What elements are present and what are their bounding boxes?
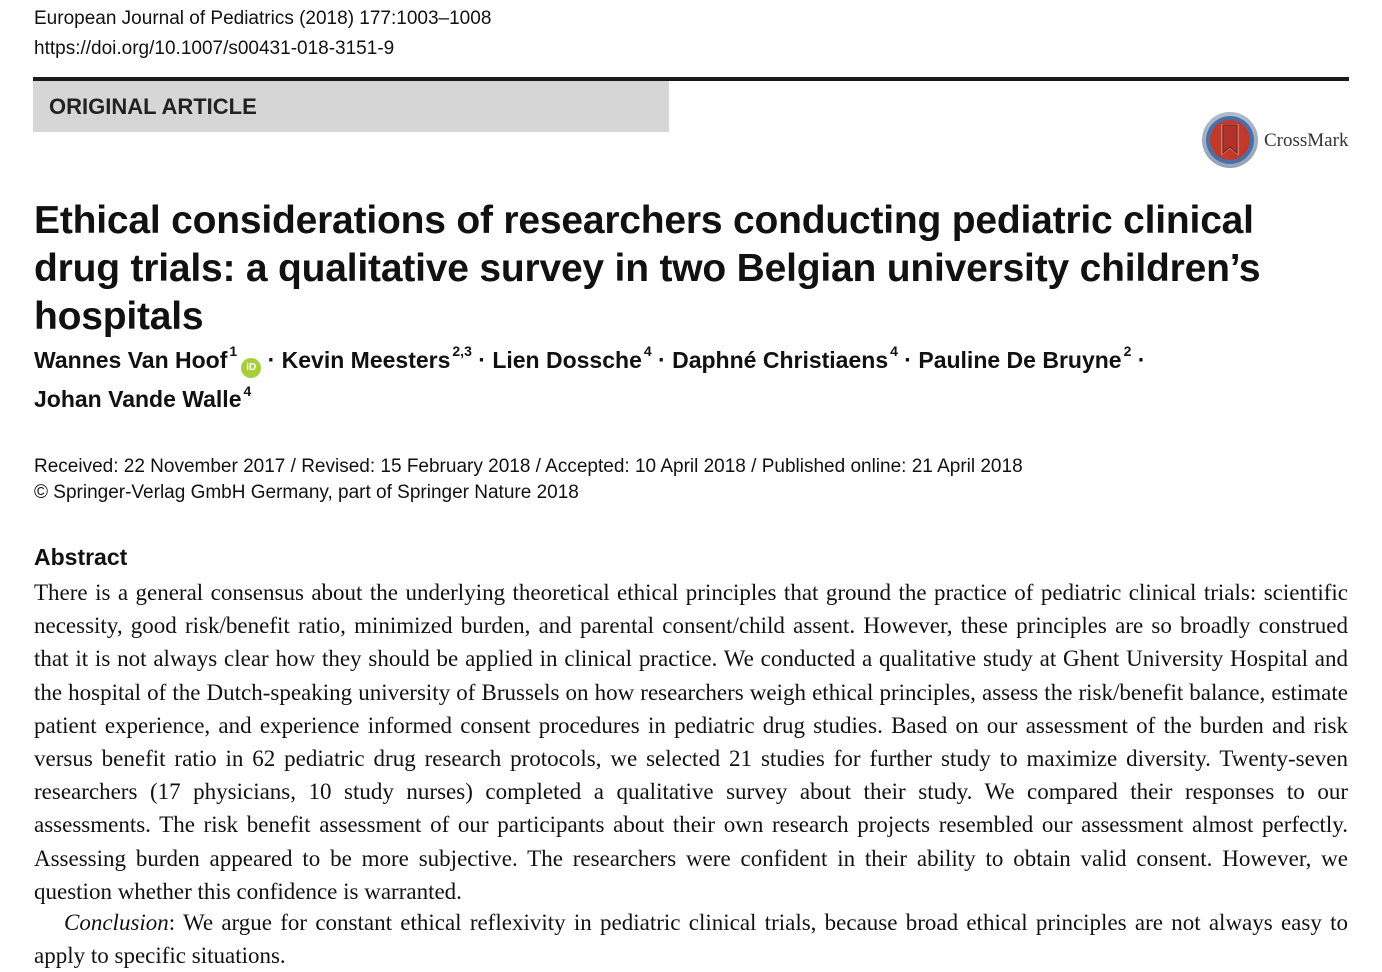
abstract-body: There is a general consensus about the underlying theoretical ethical principles that ground the practice of pediatric clinical trials: scientific necessity, good risk/benefit ratio, minimized burden, and parental consent/child assent. However, these principles are so broadly construed that it is not always clear how they should be applied in clinical practice. We conducted a qualitative study at Ghent University Hospital and the hospital of the Dutch-speaking university of Brussels on how researchers weigh ethical principles, assess the risk/benefit balance, estimate patient experience, and experience informed consent procedures in pediatric drug studies. Based on our assessment of the burden and risk versus benefit ratio in 62 pediatric drug research protocols, we selected 21 studies for further study to maximize diversity. Twenty-seven researchers (17 physicians, 10 study nurses) completed a qualitative survey about their study. We compared their responses to our assessments. The risk benefit assessment of our participants about their own research projects resembled our assessment almost perfectly. Assessing burden appeared to be more subjective. The researchers were confident in their ability to obtain valid consent. However, we question whether this confidence is warranted.: [34, 580, 1348, 904]
author-name: Johan Vande Walle: [34, 386, 242, 413]
author-list: [34, 338, 1334, 416]
article-title: Ethical considerations of researchers conducting pediatric clinical drug trials: a qualitative survey in two Belgian university children’s hospitals: [34, 199, 1261, 338]
author-name: Pauline De Bruyne: [918, 346, 1122, 373]
copyright-notice: © Springer-Verlag GmbH Germany, part of Springer Nature 2018: [34, 482, 579, 503]
author-separator: ·: [478, 346, 486, 373]
author-separator: ·: [267, 346, 276, 373]
author-name: Lien Dossche: [492, 346, 642, 373]
author-separator: ·: [904, 346, 912, 373]
article-dates: Received: 22 November 2017 / Revised: 15 February 2018 / Accepted: 10 April 2018 / Published online: 21 April 2018: [34, 456, 1023, 477]
author-affiliation: 2: [1123, 343, 1132, 359]
crossmark-icon: [1201, 111, 1259, 169]
author-name: Daphné Christiaens: [672, 346, 889, 373]
author-name: Wannes Van Hoof: [34, 346, 228, 373]
author-affiliation: 4: [243, 382, 252, 399]
crossmark-button[interactable]: [1201, 111, 1361, 169]
author-5[interactable]: [34, 382, 252, 413]
author-1[interactable]: [281, 343, 472, 373]
author-2[interactable]: [492, 343, 652, 373]
conclusion-text: : We argue for constant ethical reflexivity in pediatric clinical trials, because broad ethical principles are not always easy to apply to specific situations.: [34, 910, 1348, 969]
author-4[interactable]: [918, 343, 1132, 373]
author-affiliation: 4: [643, 343, 652, 359]
crossmark-label: CrossMark: [1264, 130, 1349, 151]
abstract-heading: Abstract: [34, 544, 128, 570]
abstract-conclusion: [34, 906, 1348, 972]
author-affiliation: 2,3: [452, 343, 472, 359]
orcid-icon[interactable]: iD: [241, 358, 261, 378]
conclusion-label: Conclusion: [64, 910, 169, 935]
author-separator: ·: [1137, 346, 1146, 373]
author-0[interactable]: [34, 343, 261, 373]
author-3[interactable]: [672, 343, 898, 373]
article-type-badge: ORIGINAL ARTICLE: [33, 81, 669, 132]
author-name: Kevin Meesters: [281, 346, 451, 373]
author-affiliation: 1: [229, 343, 238, 359]
author-separator: ·: [658, 346, 666, 373]
author-affiliation: 4: [890, 343, 898, 359]
journal-citation: European Journal of Pediatrics (2018) 177:1003–1008: [34, 8, 492, 29]
doi-link[interactable]: https://doi.org/10.1007/s00431-018-3151-9: [34, 38, 395, 59]
